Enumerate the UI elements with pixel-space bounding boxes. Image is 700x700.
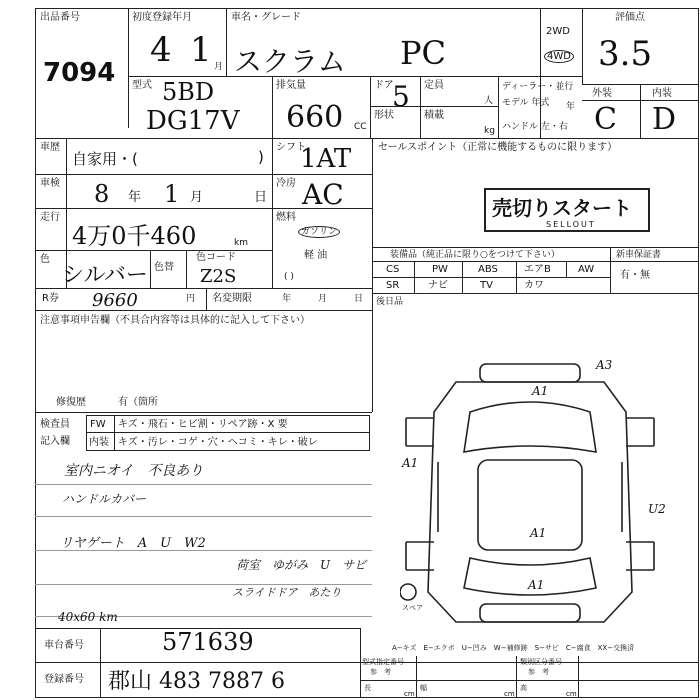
- model-code: DG17V: [146, 106, 240, 136]
- inspection-label: 車検: [40, 178, 60, 189]
- ref-label-2: 参 考: [528, 668, 549, 676]
- damage-mark: A3: [596, 358, 613, 372]
- repair-value: 有（箇所: [118, 397, 158, 408]
- divider: [370, 106, 498, 107]
- model-year-label: モデル 年式: [502, 98, 550, 108]
- divider: [416, 656, 417, 698]
- damage-mark: U2: [648, 502, 666, 516]
- interior-label: 内装: [652, 88, 672, 99]
- divider: [498, 76, 499, 138]
- sales-point-label: セールスポイント（正常に機能するものに限ります）: [378, 142, 618, 153]
- lot-number-label: 出品番号: [40, 12, 80, 23]
- dim-cm-2: cm: [504, 690, 515, 698]
- equipment-label: 装備品（純正品に限り○をつけて下さい）: [390, 250, 560, 260]
- divider: [360, 628, 361, 698]
- nc-day: 日: [354, 294, 364, 304]
- doors: 5: [392, 80, 410, 113]
- equip-airbag: エアB: [524, 264, 551, 275]
- person-unit: 人: [484, 96, 494, 106]
- divider: [372, 261, 699, 262]
- divider: [272, 76, 273, 138]
- dim-height: 高: [520, 684, 527, 692]
- equip-tv: TV: [480, 280, 493, 291]
- divider: [360, 680, 699, 681]
- inspection-day-char: 日: [254, 190, 268, 205]
- inspection-year: 8: [94, 180, 110, 208]
- equip-navi: ナビ: [428, 280, 448, 291]
- usage-close: ): [258, 148, 264, 166]
- divider: [114, 415, 115, 451]
- divider: [370, 76, 371, 138]
- divider: [610, 247, 611, 293]
- note-rule: [35, 516, 372, 517]
- dim-cm-1: cm: [404, 690, 415, 698]
- ac-value: AC: [302, 178, 344, 211]
- plate-value: 郡山 483 7887 6: [108, 669, 285, 694]
- divider: [372, 277, 610, 278]
- divider: [582, 8, 583, 84]
- repaint-label: 色替: [154, 262, 174, 273]
- displacement-label: 排気量: [276, 80, 306, 91]
- usage-label: 車歴: [40, 142, 60, 153]
- drive-4wd: 4WD: [544, 50, 574, 63]
- divider: [128, 8, 129, 128]
- divider: [578, 656, 579, 698]
- equip-pw: PW: [432, 264, 448, 275]
- fuel-other: ( ): [284, 272, 294, 282]
- color-value: シルバー: [62, 263, 148, 288]
- nc-year: 年: [282, 294, 292, 304]
- year-unit: 年: [566, 102, 576, 112]
- divider: [420, 76, 421, 138]
- registration-label: 初度登録年月: [132, 12, 192, 23]
- repair-label: 修復歴: [56, 397, 86, 408]
- stamp-main: 売切りスタート: [492, 196, 632, 220]
- recycle-label: R券: [42, 293, 59, 304]
- grade: PC: [400, 34, 447, 72]
- equip-cs: CS: [386, 264, 400, 275]
- plate-label: 登録番号: [44, 674, 84, 685]
- divider: [372, 247, 699, 248]
- dim-width: 幅: [420, 684, 427, 692]
- shape-label: 形状: [374, 110, 394, 121]
- kg-unit: kg: [484, 126, 495, 136]
- damage-mark: A1: [530, 526, 547, 540]
- writer-label: 記入欄: [40, 436, 70, 447]
- fuel-gasoline: ガソリン: [298, 226, 340, 238]
- note-line-6: 40x60 km: [58, 610, 118, 624]
- divider: [272, 138, 273, 288]
- handle-label: ハンドル 左・右: [502, 122, 568, 132]
- divider: [516, 656, 517, 698]
- divider: [86, 432, 370, 433]
- chassis-label: 車台番号: [44, 640, 84, 651]
- equip-abs: ABS: [478, 264, 498, 275]
- divider: [128, 76, 582, 77]
- warranty-options: 有・無: [620, 270, 650, 281]
- damage-mark: A1: [528, 578, 545, 592]
- displacement: 660: [286, 100, 344, 135]
- inspection-month: 1: [164, 180, 180, 208]
- shift-label: シフト: [276, 142, 306, 153]
- mileage-label: 走行: [40, 212, 60, 223]
- model-label: 型式: [132, 80, 152, 91]
- divider: [372, 293, 699, 294]
- inspection-year-char: 年: [128, 190, 142, 205]
- interior-items: キズ・汚レ・コゲ・穴・ヘコミ・キレ・破レ: [118, 437, 318, 448]
- divider: [150, 250, 151, 288]
- lot-number: 7094: [43, 58, 116, 88]
- doors-label: ドア: [374, 80, 394, 91]
- car-name-label: 車名・グレード: [231, 12, 301, 23]
- divider: [35, 412, 372, 413]
- name-change-label: 名変期限: [212, 293, 252, 304]
- divider: [35, 174, 372, 175]
- warranty-label: 新車保証書: [616, 250, 662, 260]
- rear-seat-label: 後日品: [376, 297, 404, 307]
- overall-score: 3.5: [598, 34, 653, 74]
- divider: [35, 310, 372, 311]
- fw-label: FW: [90, 419, 106, 430]
- equip-sr: SR: [386, 280, 400, 291]
- divider: [462, 261, 463, 293]
- divider: [372, 138, 373, 412]
- note-line-1: 室内ニオイ 不良あり: [64, 463, 204, 479]
- divider: [35, 138, 699, 139]
- damage-mark: A1: [532, 384, 549, 398]
- dealer-label: ディーラー・並行: [502, 82, 574, 92]
- km-unit: km: [234, 238, 248, 248]
- score-label: 評価点: [615, 12, 645, 23]
- shift-value: 1AT: [300, 144, 352, 174]
- dim-cm-3: cm: [566, 690, 577, 698]
- car-name: スクラム: [234, 45, 346, 78]
- divider: [582, 100, 699, 101]
- ac-label: 冷房: [276, 178, 296, 189]
- divider: [640, 84, 641, 138]
- note-line-5: スライドドア あたり: [232, 586, 342, 599]
- yen-unit: 円: [186, 294, 196, 304]
- divider: [100, 628, 101, 698]
- note-line-2: ハンドルカバー: [62, 492, 147, 506]
- registration-year: 4: [150, 30, 172, 70]
- divider: [186, 250, 187, 288]
- divider: [540, 8, 541, 138]
- damage-legend: A−キズ E−エクボ U−凹み W−補修跡 S−サビ C−腐食 XX−交換済: [392, 644, 635, 652]
- chassis-value: 571639: [162, 628, 254, 656]
- recycle-value: 9660: [92, 290, 138, 311]
- inspector-label: 検査員: [40, 419, 70, 430]
- usage-value: 自家用・(: [72, 150, 138, 168]
- load-label: 積載: [424, 110, 444, 121]
- category-label: 類別区分番号: [520, 658, 562, 666]
- inspection-month-char: 月: [190, 190, 204, 205]
- color-code-label: 色コード: [196, 252, 236, 263]
- divider: [566, 261, 567, 277]
- exterior-label: 外装: [592, 88, 612, 99]
- type-designation-label: 型式指定番号: [362, 658, 404, 666]
- fw-items: キズ・飛石・ヒビ割・リペア跡・X 要: [118, 419, 288, 430]
- equip-aw: AW: [578, 264, 595, 275]
- caution-label: 注意事項申告欄（不具合内容等は具体的に記入して下さい）: [40, 315, 310, 326]
- color-label: 色: [40, 254, 50, 265]
- interior-row-label: 内装: [89, 437, 109, 448]
- drive-2wd: 2WD: [546, 26, 570, 37]
- divider: [226, 8, 227, 76]
- damage-mark: A1: [402, 456, 419, 470]
- divider: [206, 288, 207, 310]
- fuel-label: 燃料: [276, 212, 296, 223]
- month-unit: 月: [214, 62, 224, 72]
- fuel-diesel: 軽 油: [304, 250, 328, 261]
- stamp-sub: SELLOUT: [546, 220, 596, 229]
- divider: [516, 261, 517, 293]
- cc-unit: CC: [354, 122, 367, 132]
- registration-month: 1: [190, 30, 212, 70]
- nc-month: 月: [318, 294, 328, 304]
- divider: [414, 261, 415, 293]
- note-line-4: 荷室 ゆがみ U サビ: [236, 558, 367, 572]
- interior-score: D: [652, 102, 677, 137]
- model-prefix: 5BD: [162, 78, 215, 106]
- dim-length: 長: [364, 684, 371, 692]
- exterior-score: C: [594, 102, 617, 137]
- equip-leather: カワ: [524, 280, 544, 291]
- color-code: Z2S: [200, 266, 237, 287]
- note-rule: [35, 484, 372, 485]
- capacity-label: 定員: [424, 80, 444, 91]
- mileage-value: 4万0千460: [72, 222, 197, 250]
- spare-label: スペア: [402, 604, 423, 612]
- ref-label: 参 考: [370, 668, 391, 676]
- note-line-3: リヤゲート A U W2: [60, 536, 206, 551]
